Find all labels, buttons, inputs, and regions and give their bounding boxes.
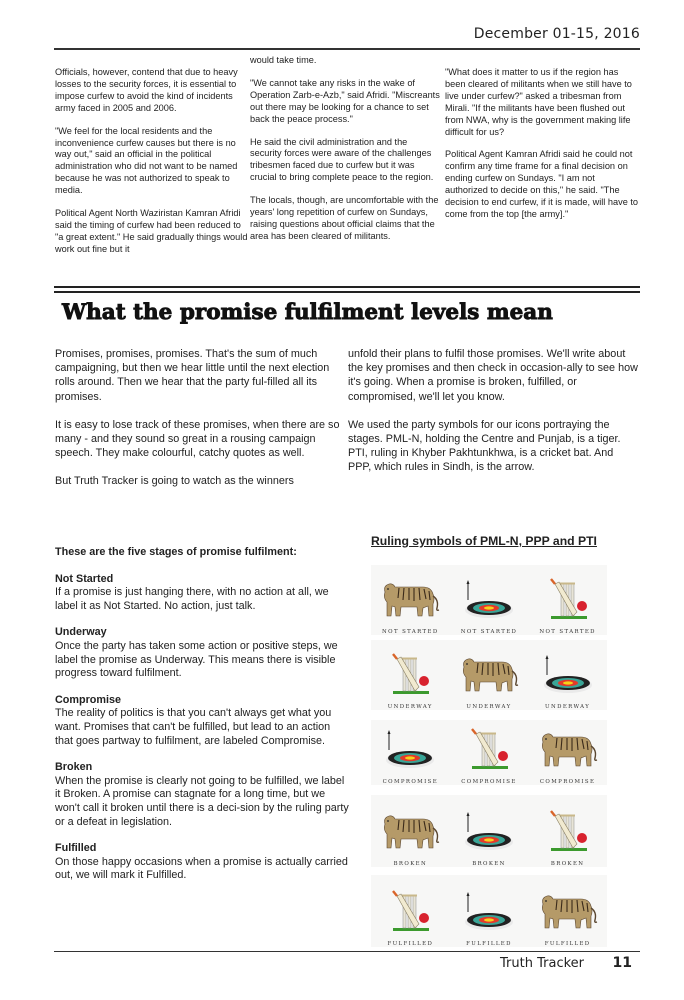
section-headline: What the promise fulfilment levels mean — [62, 300, 553, 325]
symbol-cell — [530, 578, 606, 635]
symbol-cell — [530, 653, 606, 710]
symbol-caption: FULFILLED — [544, 941, 591, 947]
symbol-cell — [451, 653, 527, 710]
symbol-row-underway — [371, 640, 607, 710]
stage-description: Once the party has taken some action or positive steps, we label the promise as Underway. This means there is visible progress toward fulfilment. — [55, 639, 338, 680]
symbol-cell — [451, 810, 527, 867]
publication-name: Truth Tracker — [500, 956, 584, 971]
stage-description: On those happy occasions when a promise is actually carried out, we will mark it Fulfilled. — [55, 855, 348, 882]
article-paragraph: Political Agent Kamran Afridi said he could not confirm any time frame for a final decision on ending curfew on Sundays. "I am not authorized to decide on this," he said. "The decision to end curfew, if it is made, will have to come from the top [the army]." — [445, 149, 639, 219]
article-paragraph: Political Agent North Waziristan Kamran Afridi said the timing of curfew had been reduced to "a great extent." He said gradually things would work out fine but it — [55, 208, 248, 254]
symbol-caption: BROKEN — [472, 861, 506, 867]
symbol-cell — [372, 578, 448, 635]
cricket-bat-icon — [537, 578, 599, 627]
stage-fulfilled — [55, 842, 350, 883]
tiger-icon — [537, 728, 599, 777]
article-paragraph: The locals, though, are uncomfortable with the years' long repetition of curfew on Sundays, raising questions about official claims that the area has been cleared of militants. — [250, 195, 439, 241]
symbol-caption: COMPROMISE — [382, 779, 439, 785]
symbol-caption: FULFILLED — [387, 941, 434, 947]
intro-paragraph: But Truth Tracker is going to watch as the winners — [55, 475, 294, 488]
symbol-cell — [372, 653, 448, 710]
stage-broken — [55, 761, 350, 829]
cricket-bat-icon — [537, 810, 599, 859]
section-divider — [54, 286, 640, 293]
symbol-row-compromise — [371, 720, 607, 785]
stage-compromise — [55, 694, 350, 748]
symbol-caption: COMPROMISE — [461, 779, 517, 785]
stage-not-started — [55, 573, 350, 614]
stage-underway — [55, 626, 350, 680]
symbol-caption: UNDERWAY — [387, 704, 433, 710]
symbol-cell — [530, 890, 606, 947]
stage-description: If a promise is just hanging there, with no action at all, we label it as Not Started. No action, just talk. — [55, 586, 329, 612]
symbol-cell — [451, 578, 527, 635]
tiger-icon — [379, 810, 441, 859]
header-rule — [54, 48, 640, 50]
article-paragraph: "We cannot take any risks in the wake of Operation Zarb-e-Azb," said Afridi. "Miscreants out there may be looking for a chance to set back the peace process." — [250, 77, 440, 124]
intro-paragraph: We used the party symbols for our icons portraying the stages. PML-N, holding the Centre and Punjab, is a tiger. PTI, ruling in Khyber Pakhtunkhwa, is a cricket bat. And PPP, which rules in Sindh, is the arrow. — [348, 418, 621, 474]
article-paragraph: Officials, however, contend that due to heavy losses to the security forces, it is essential to impose curfew to avoid the kind of incidents army faced in 2005 and 2006. — [55, 67, 238, 113]
symbol-caption: BROKEN — [393, 861, 428, 867]
article-paragraph: "What does it matter to us if the region has been cleared of militants when we still have to live under curfew?" asked a tribesman from Mirali. "If the militants have been flushed out from NWA, why is the government making life difficult for us? — [445, 67, 632, 137]
cricket-bat-icon — [458, 728, 520, 777]
stages-lead: These are the five stages of promise fulfilment: — [55, 546, 297, 558]
arrow-target-icon — [458, 890, 520, 939]
article-column-1 — [55, 67, 250, 267]
symbol-cell — [372, 810, 448, 867]
stage-title: Underway — [55, 626, 107, 639]
symbol-row-not-started — [371, 565, 607, 635]
intro-paragraph: Promises, promises, promises. That's the sum of much campaigning, but then we hear little until the next election rolls around. Then we hear that the party ful-filled all its promises. — [55, 348, 330, 403]
symbol-caption: COMPROMISE — [539, 779, 596, 785]
article-column-3 — [445, 67, 640, 232]
tiger-icon — [537, 890, 599, 939]
symbol-caption: FULFILLED — [466, 941, 512, 947]
symbols-title: Ruling symbols of PML-N, PPP and PTI — [371, 534, 597, 548]
intro-paragraph: unfold their plans to fulfil those promises. We'll write about the key promises and then check in occasion-ally to see how it's going. When a promise is broken, fulfilled, or compromised, we'll let you know. — [348, 348, 638, 403]
stage-title: Broken — [55, 761, 93, 774]
symbol-cell — [451, 890, 527, 947]
page-number: 11 — [612, 955, 632, 971]
tiger-icon — [458, 653, 520, 702]
arrow-target-icon — [537, 653, 599, 702]
article-paragraph: would take time. — [250, 55, 317, 65]
stage-title: Compromise — [55, 693, 121, 706]
article-column-2 — [250, 55, 440, 254]
symbol-row-fulfilled — [371, 875, 607, 947]
footer-rule — [54, 951, 640, 952]
article-paragraph: "We feel for the local residents and the inconvenience curfew causes but there is no way out," said an official in the political administration who did not want to be named because he was not authorized to speak to media. — [55, 125, 238, 196]
intro-column-left — [55, 347, 345, 503]
stage-description: When the promise is clearly not going to be fulfilled, we label it Broken. A promise can stagnate for a long time, but we won't call it broken until there is a deci-sion by the ruling party or a defeat in legislation. — [55, 774, 349, 828]
symbol-caption: NOT STARTED — [460, 629, 518, 635]
cricket-bat-icon — [379, 890, 441, 939]
issue-date: December 01-15, 2016 — [473, 26, 640, 42]
tiger-icon — [379, 578, 441, 627]
stage-title: Fulfilled — [55, 842, 97, 855]
symbol-cell — [530, 728, 606, 785]
symbol-caption: BROKEN — [550, 861, 585, 867]
symbol-cell — [530, 810, 606, 867]
intro-paragraph: It is easy to lose track of these promises, when there are so many - and they sound so great in a rousing campaign speech. They make colourful, catchy quotes as well. — [55, 418, 340, 460]
symbol-cell — [372, 728, 448, 785]
symbol-caption: UNDERWAY — [466, 704, 512, 710]
stage-title: Not Started — [55, 572, 114, 585]
stage-description: The reality of politics is that you can't always get what you want. Promises that can't be fulfilled, but lead to an action that goes partway to fulfilment, are labeled Compromise. — [55, 707, 332, 747]
symbol-caption: NOT STARTED — [382, 629, 439, 635]
intro-column-right — [348, 347, 638, 489]
symbol-caption: UNDERWAY — [545, 704, 591, 710]
article-paragraph: He said the civil administration and the security forces were aware of the challenges tribesmen faced due to curfew but it was crucial to bring complete peace to the region. — [250, 136, 434, 183]
symbol-row-broken — [371, 795, 607, 867]
cricket-bat-icon — [379, 653, 441, 702]
arrow-target-icon — [458, 810, 520, 859]
arrow-target-icon — [379, 728, 441, 777]
symbol-cell — [372, 890, 448, 947]
symbol-cell — [451, 728, 527, 785]
arrow-target-icon — [458, 578, 520, 627]
symbol-caption: NOT STARTED — [539, 629, 596, 635]
stages-list — [55, 546, 350, 896]
